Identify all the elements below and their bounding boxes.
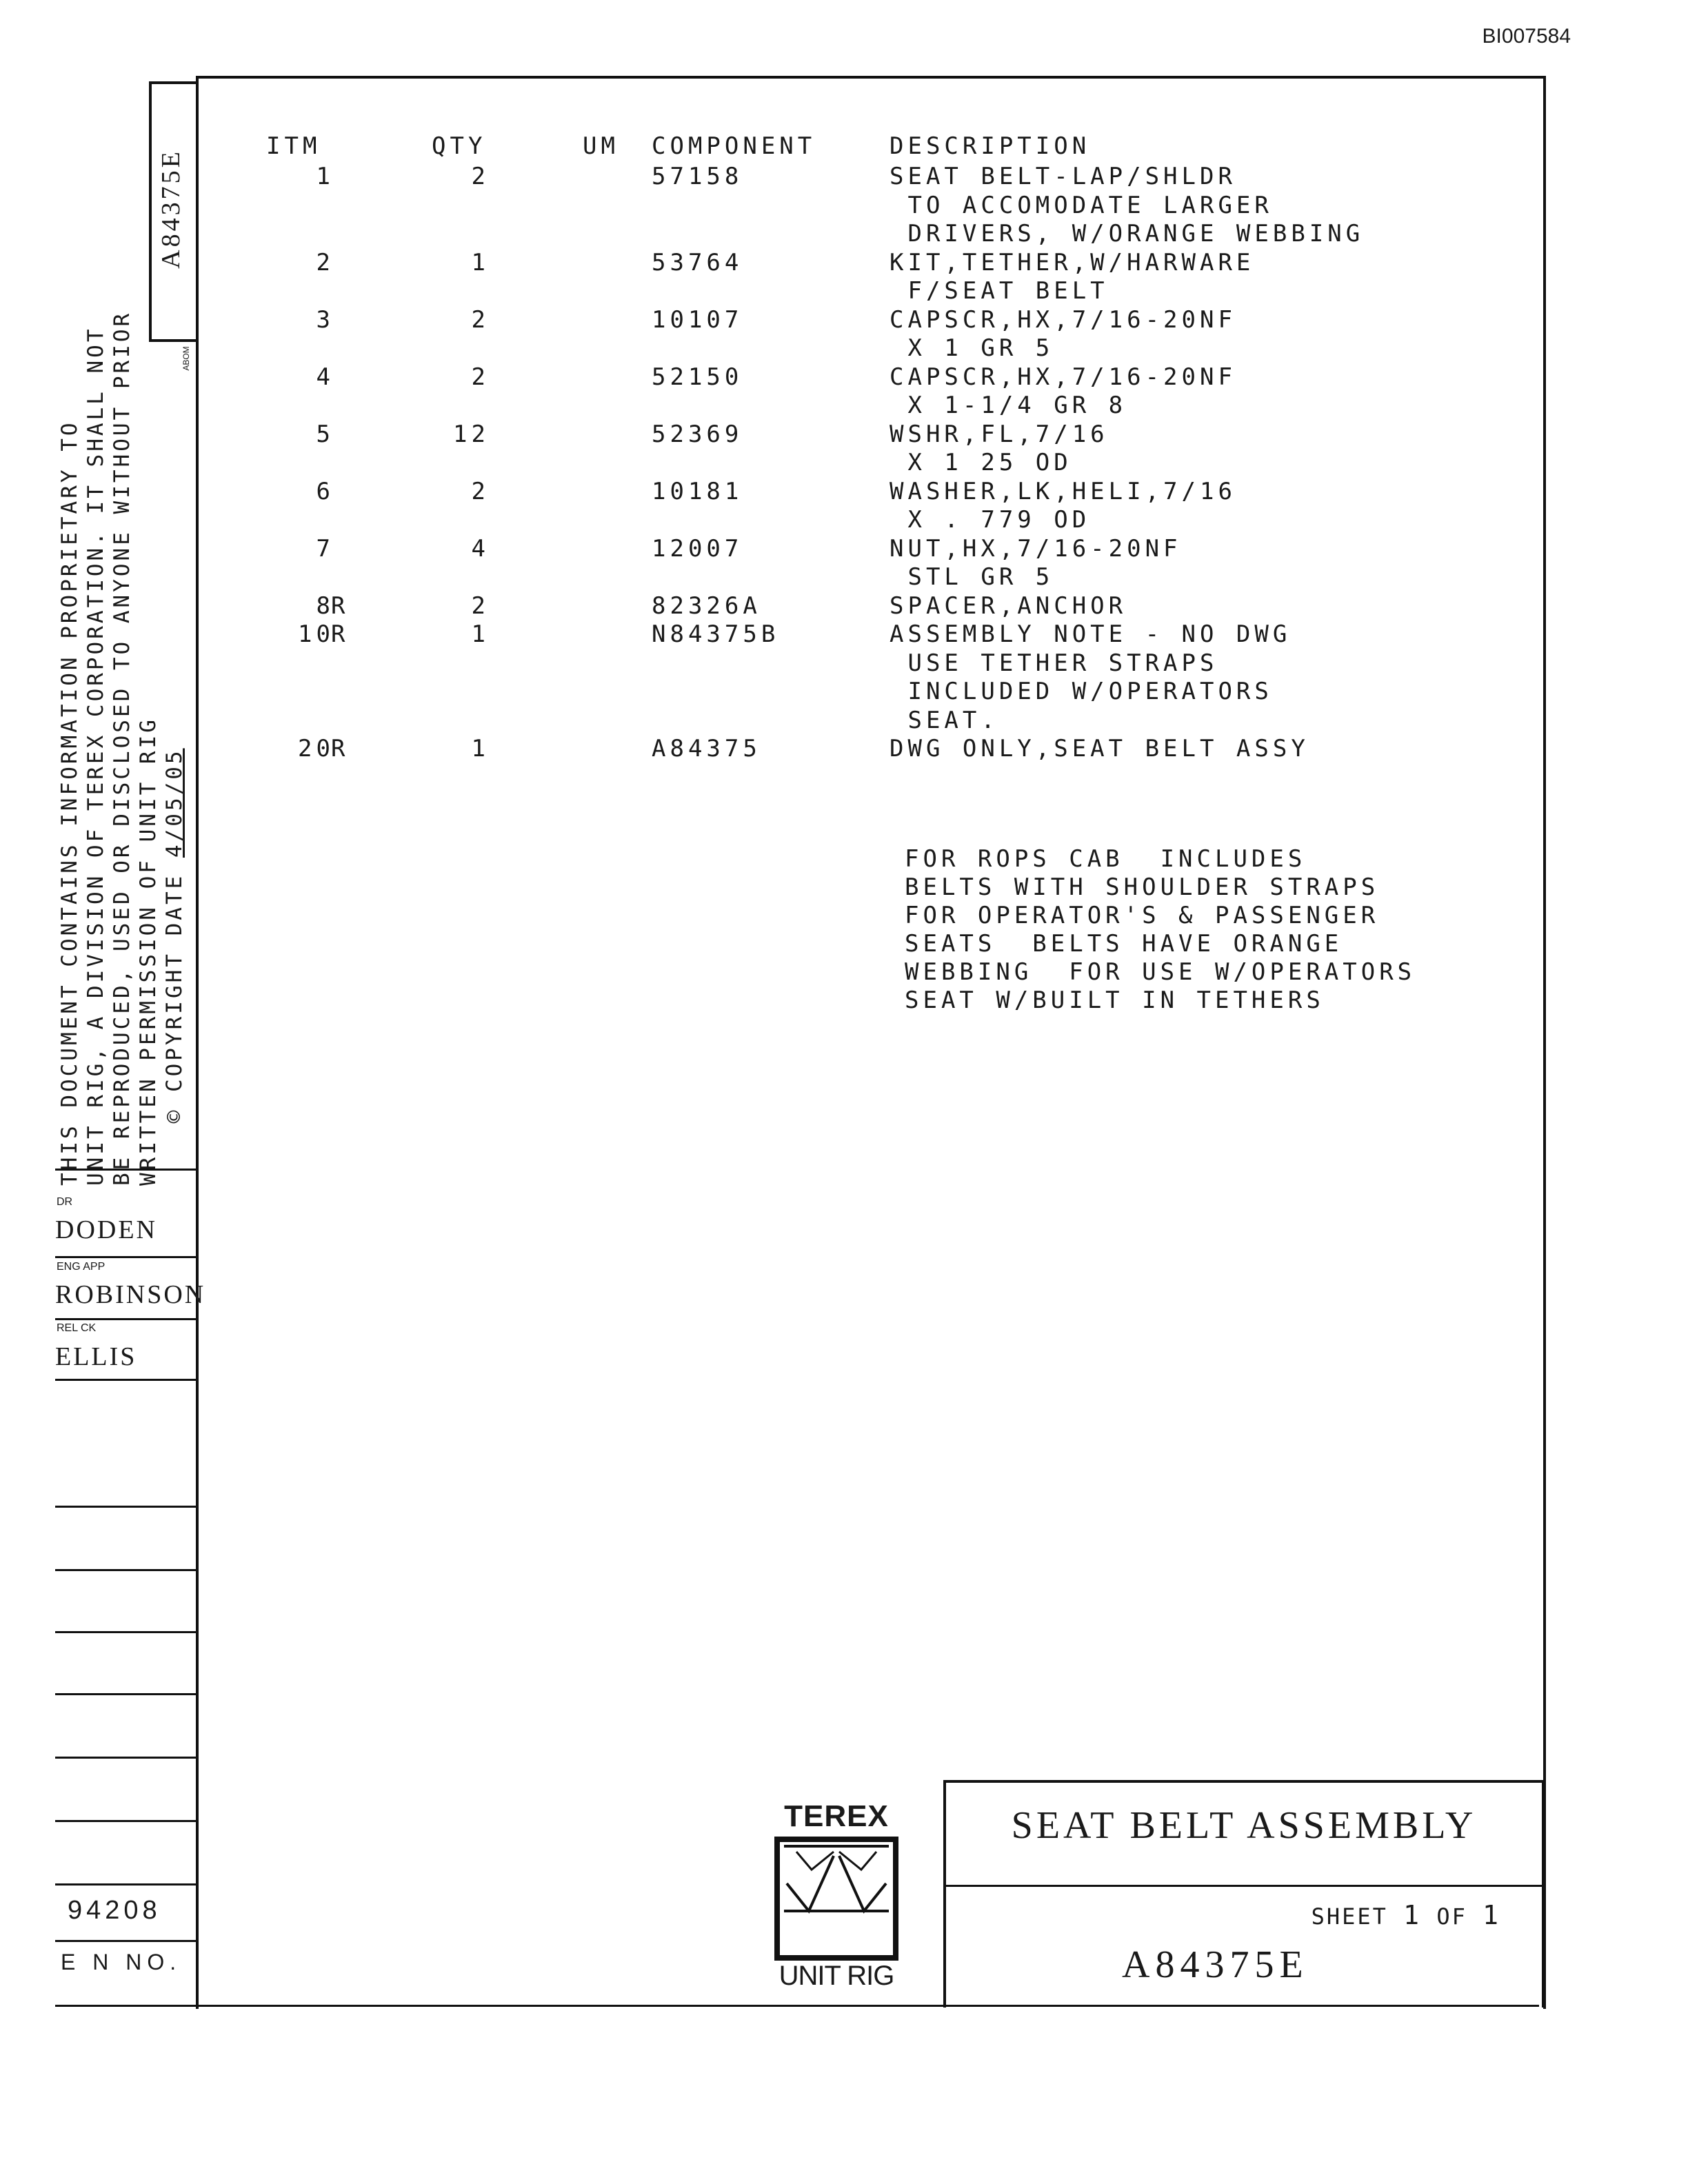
- row-description-line: X 1-1/4 GR 8: [890, 392, 1127, 419]
- table-row: [0, 363, 1688, 419]
- divider: [55, 1379, 196, 1381]
- drawing-code: A84375E: [157, 149, 185, 269]
- row-itm: 2: [316, 248, 334, 276]
- divider: [55, 1506, 196, 1508]
- row-component: 52150: [652, 363, 743, 391]
- row-itm: 3: [316, 305, 334, 334]
- row-component: N84375B: [652, 620, 780, 648]
- row-description-line: WSHR,FL,7/16: [890, 420, 1109, 448]
- row-itm: 4: [316, 363, 334, 391]
- row-itm: 20: [298, 735, 334, 762]
- notice-line: UNIT RIG, A DIVISION OF TEREX CORPORATION. IT SHALL NOT: [83, 326, 108, 1186]
- bom-header-row: [0, 132, 1688, 161]
- notice-line: THIS DOCUMENT CONTAINS INFORMATION PROPRIETARY TO: [57, 420, 82, 1186]
- sheet-label: SHEET: [1311, 1903, 1388, 1930]
- rel-ck-label: REL CK: [57, 1322, 97, 1334]
- bom-tag: ABOM: [181, 346, 191, 371]
- row-description-line: STL GR 5: [890, 563, 1054, 591]
- row-component: 10181: [652, 477, 743, 505]
- row-description-line: X . 779 OD: [890, 506, 1091, 534]
- row-component: 53764: [652, 248, 743, 276]
- logo-brand-bottom: UNIT RIG: [778, 1961, 894, 1991]
- table-row: [0, 248, 1688, 305]
- divider: [55, 1883, 196, 1885]
- copyright-label: © COPYRIGHT DATE: [162, 873, 187, 1124]
- note-line: FOR OPERATOR'S & PASSENGER: [905, 902, 1380, 929]
- row-qty: 2: [471, 592, 490, 620]
- row-qty: 1: [471, 620, 490, 648]
- row-description-line: ASSEMBLY NOTE - NO DWG: [890, 620, 1292, 648]
- divider: [55, 1256, 196, 1258]
- logo-brand-top: TEREX: [784, 1799, 889, 1833]
- logo-emblem-icon: [774, 1837, 898, 1961]
- divider: [55, 1693, 196, 1695]
- header-description: DESCRIPTION: [890, 132, 1091, 160]
- divider: [55, 1940, 196, 1942]
- row-description-line: TO ACCOMODATE LARGER: [890, 191, 1273, 219]
- terex-unit-rig-logo: [764, 1799, 909, 1992]
- row-description-line: DRIVERS, W/ORANGE WEBBING: [890, 220, 1365, 247]
- row-description-line: SEAT BELT-LAP/SHLDR: [890, 163, 1236, 190]
- row-description-line: SEAT.: [890, 706, 999, 734]
- row-description-line: F/SEAT BELT: [890, 277, 1109, 305]
- row-description-line: WASHER,LK,HELI,7/16: [890, 477, 1236, 505]
- divider: [55, 1757, 196, 1759]
- table-row: [0, 420, 1688, 476]
- divider: [55, 1569, 196, 1571]
- row-qty: 2: [471, 163, 490, 190]
- row-component: 82326A: [652, 592, 761, 620]
- title-block: [943, 1780, 1545, 2008]
- table-row: [0, 477, 1688, 534]
- row-component: 10107: [652, 305, 743, 334]
- row-component: 57158: [652, 163, 743, 190]
- row-description-line: KIT,TETHER,W/HARWARE: [890, 248, 1255, 276]
- notice-line: WRITTEN PERMISSION OF UNIT RIG: [136, 717, 161, 1186]
- row-qty: 12: [453, 420, 490, 448]
- logo-emblem-svg: [780, 1842, 893, 1955]
- of-label: OF: [1436, 1903, 1467, 1930]
- row-itm: 1: [316, 163, 334, 190]
- row-description-line: X 1 25 OD: [890, 449, 1072, 476]
- table-row: [0, 592, 1688, 621]
- row-qty: 1: [471, 248, 490, 276]
- table-row: [0, 534, 1688, 591]
- en-label: E N NO.: [61, 1950, 182, 1974]
- row-component: A84375: [652, 735, 761, 762]
- row-qty: 2: [471, 305, 490, 334]
- drawing-number: A84375E: [1122, 1943, 1309, 1986]
- row-description-line: NUT,HX,7/16-20NF: [890, 534, 1182, 563]
- sheet-number: 1: [1403, 1900, 1422, 1930]
- row-qty: 2: [471, 363, 490, 391]
- row-component: 52369: [652, 420, 743, 448]
- copyright-icon: [162, 1123, 187, 1186]
- note-line: BELTS WITH SHOULDER STRAPS: [905, 873, 1380, 901]
- row-description-line: SPACER,ANCHOR: [890, 592, 1127, 620]
- row-qty: 1: [471, 735, 490, 762]
- row-rev-flag: R: [331, 592, 350, 620]
- divider: [55, 1820, 196, 1822]
- row-description-line: INCLUDED W/OPERATORS: [890, 678, 1273, 705]
- header-qty: QTY: [432, 132, 487, 160]
- row-description-line: CAPSCR,HX,7/16-20NF: [890, 305, 1236, 334]
- drawing-title: SEAT BELT ASSEMBLY: [1011, 1804, 1477, 1847]
- notice-line: BE REPRODUCED, USED OR DISCLOSED TO ANYONE WITHOUT PRIOR: [110, 310, 134, 1186]
- note-line: FOR ROPS CAB INCLUDES: [905, 845, 1307, 873]
- note-line: SEATS BELTS HAVE ORANGE: [905, 930, 1343, 958]
- row-description-line: CAPSCR,HX,7/16-20NF: [890, 363, 1236, 391]
- divider: [55, 1169, 196, 1171]
- drafter-name: DODEN: [55, 1215, 157, 1244]
- row-component: 12007: [652, 534, 743, 563]
- row-itm: 10: [298, 620, 334, 648]
- row-itm: 5: [316, 420, 334, 448]
- table-row: [0, 620, 1688, 734]
- row-description-line: X 1 GR 5: [890, 334, 1054, 362]
- divider: [55, 1631, 196, 1633]
- eng-app-name: ROBINSON: [55, 1280, 206, 1309]
- row-itm: 7: [316, 534, 334, 563]
- note-line: WEBBING FOR USE W/OPERATORS: [905, 958, 1416, 986]
- row-qty: 4: [471, 534, 490, 563]
- row-itm: 6: [316, 477, 334, 505]
- row-rev-flag: R: [331, 620, 350, 648]
- row-itm: 8: [316, 592, 334, 620]
- sheet-indicator: [1312, 1900, 1500, 1930]
- drafter-label: DR: [57, 1196, 73, 1208]
- table-row: [0, 735, 1688, 764]
- copyright-date: 4/05/05: [162, 748, 187, 858]
- header-um: UM: [583, 132, 619, 160]
- note-line: SEAT W/BUILT IN TETHERS: [905, 987, 1325, 1014]
- en-number: 94208: [68, 1896, 161, 1925]
- document-id: BI007584: [1482, 25, 1571, 48]
- row-description-line: DWG ONLY,SEAT BELT ASSY: [890, 735, 1309, 762]
- row-description-line: USE TETHER STRAPS: [890, 649, 1218, 677]
- divider: [55, 1318, 196, 1320]
- title-divider: [946, 1885, 1542, 1887]
- eng-app-label: ENG APP: [57, 1261, 106, 1273]
- row-qty: 2: [471, 477, 490, 505]
- rel-ck-name: ELLIS: [55, 1342, 137, 1371]
- header-itm: ITM: [266, 132, 321, 160]
- row-rev-flag: R: [331, 735, 350, 762]
- sheet-total: 1: [1483, 1900, 1500, 1930]
- header-component: COMPONENT: [652, 132, 816, 160]
